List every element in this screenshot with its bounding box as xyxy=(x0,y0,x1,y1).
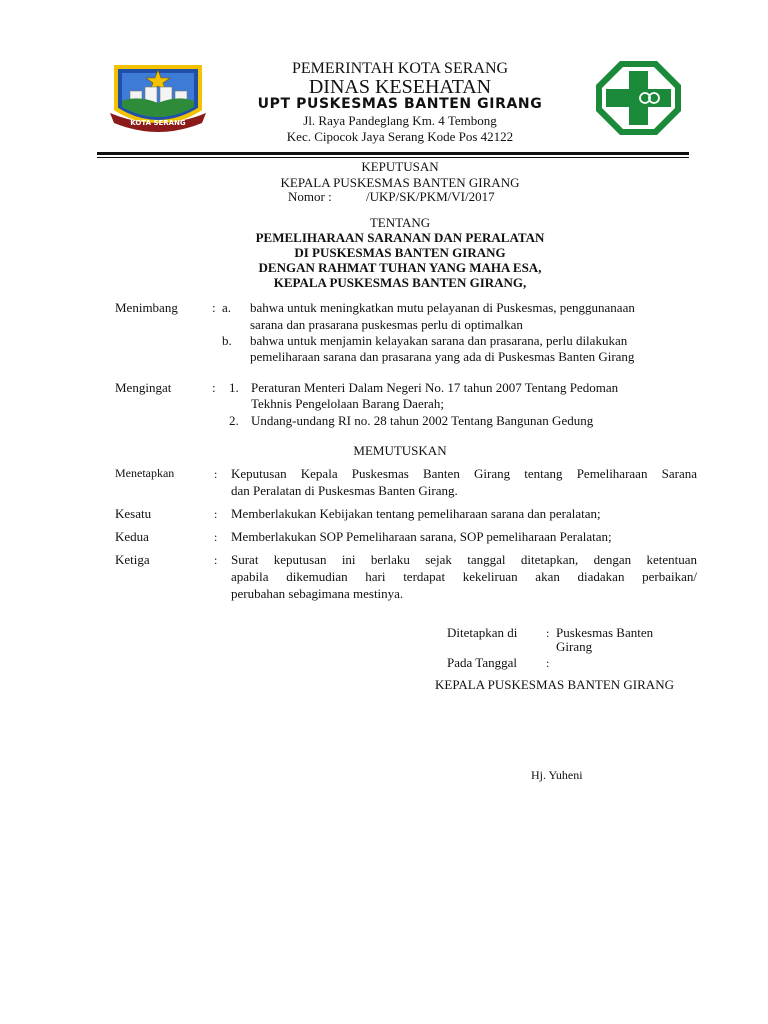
signature-date-label: Pada Tanggal xyxy=(447,655,517,670)
menimbang-label: Menimbang xyxy=(115,300,178,315)
menetapkan-line-1: Keputusan Kepala Puskesmas Banten Girang tentang Pemeliharaan Sarana xyxy=(231,466,697,481)
header-divider-thick xyxy=(97,152,689,155)
decree-number-label: Nomor : xyxy=(288,189,332,204)
menimbang-a-line-2: sarana dan prasarana puskesmas perlu di optimalkan xyxy=(250,317,523,332)
decree-issuer: KEPALA PUSKESMAS BANTEN GIRANG xyxy=(280,175,520,190)
kesatu-colon: : xyxy=(214,507,218,521)
header-address-line-2: Kec. Cipocok Jaya Serang Kode Pos 42122 xyxy=(286,129,514,144)
subject-line-1: PEMELIHARAAN SARANAN DAN PERALATAN xyxy=(255,230,545,245)
menimbang-b-line-1: bahwa untuk menjamin kelayakan sarana dan prasarana, perlu dilakukan xyxy=(250,333,628,348)
menetapkan-colon: : xyxy=(214,467,218,481)
mengingat-1-line-1: Peraturan Menteri Dalam Negeri No. 17 tahun 2007 Tentang Pedoman xyxy=(251,380,619,395)
ketiga-label: Ketiga xyxy=(115,552,150,567)
signature-place-line-2: Girang xyxy=(556,639,593,654)
menimbang-marker-a: a. xyxy=(222,300,232,315)
puskesmas-logo xyxy=(592,57,685,139)
mengingat-marker-2: 2. xyxy=(229,413,239,428)
menetapkan-label: Menetapkan xyxy=(115,466,175,480)
signature-name: Hj. Yuheni xyxy=(531,768,583,782)
subject-line-3: DENGAN RAHMAT TUHAN YANG MAHA ESA, xyxy=(258,260,542,275)
subject-line-4: KEPALA PUSKESMAS BANTEN GIRANG, xyxy=(273,275,527,290)
mengingat-1-line-2: Tekhnis Pengelolaan Barang Daerah; xyxy=(251,396,444,411)
header-divider-thin xyxy=(97,157,689,158)
kedua-label: Kedua xyxy=(115,529,149,544)
signature-place-label: Ditetapkan di xyxy=(447,625,518,640)
header-government: PEMERINTAH KOTA SERANG xyxy=(291,60,509,77)
kedua-colon: : xyxy=(214,530,218,544)
mengingat-2-line-1: Undang-undang RI no. 28 tahun 2002 Tentang Bangunan Gedung xyxy=(251,413,594,428)
memutuskan-heading: MEMUTUSKAN xyxy=(353,443,447,458)
menimbang-a-line-1: bahwa untuk meningkatkan mutu pelayanan di Puskesmas, penggunanaan xyxy=(250,300,635,315)
ketiga-line-1: Surat keputusan ini berlaku sejak tanggal ditetapkan, dengan ketentuan xyxy=(231,552,697,567)
decree-label: KEPUTUSAN xyxy=(361,159,439,174)
kota-serang-logo xyxy=(108,57,208,135)
header-department: DINAS KESEHATAN xyxy=(308,76,492,98)
subject-label: TENTANG xyxy=(369,215,431,230)
header-unit: UPT PUSKESMAS BANTEN GIRANG xyxy=(257,96,543,112)
signature-date-colon: : xyxy=(546,656,550,670)
kesatu-line-1: Memberlakukan Kebijakan tentang pemeliharaan sarana dan peralatan; xyxy=(231,506,601,521)
decree-number-value: /UKP/SK/PKM/VI/2017 xyxy=(366,189,495,204)
kota-serang-logo-text: KOTA SERANG xyxy=(130,119,186,127)
ketiga-colon: : xyxy=(214,553,218,567)
header-address-line-1: Jl. Raya Pandeglang Km. 4 Tembong xyxy=(303,113,497,128)
mengingat-colon: : xyxy=(212,380,216,395)
mengingat-marker-1: 1. xyxy=(229,380,239,395)
signature-place-colon: : xyxy=(546,626,550,640)
menimbang-colon: : xyxy=(212,300,216,315)
ketiga-line-3: perubahan sebagimana mestinya. xyxy=(231,586,404,601)
kesatu-label: Kesatu xyxy=(115,506,152,521)
mengingat-label: Mengingat xyxy=(115,380,172,395)
signature-title: KEPALA PUSKESMAS BANTEN GIRANG xyxy=(435,677,674,692)
ketiga-line-2: apabila dikemudian hari terdapat kekeliruan akan diadakan perbaikan/ xyxy=(231,569,697,584)
subject-line-2: DI PUSKESMAS BANTEN GIRANG xyxy=(294,245,506,260)
menimbang-marker-b: b. xyxy=(222,333,232,348)
signature-place-line-1: Puskesmas Banten xyxy=(556,625,654,640)
menetapkan-line-2: dan Peralatan di Puskesmas Banten Girang. xyxy=(231,483,458,498)
menimbang-b-line-2: pemeliharaan sarana dan prasarana yang ada di Puskesmas Banten Girang xyxy=(250,349,635,364)
kedua-line-1: Memberlakukan SOP Pemeliharaan sarana, SOP pemeliharaan Peralatan; xyxy=(231,529,612,544)
